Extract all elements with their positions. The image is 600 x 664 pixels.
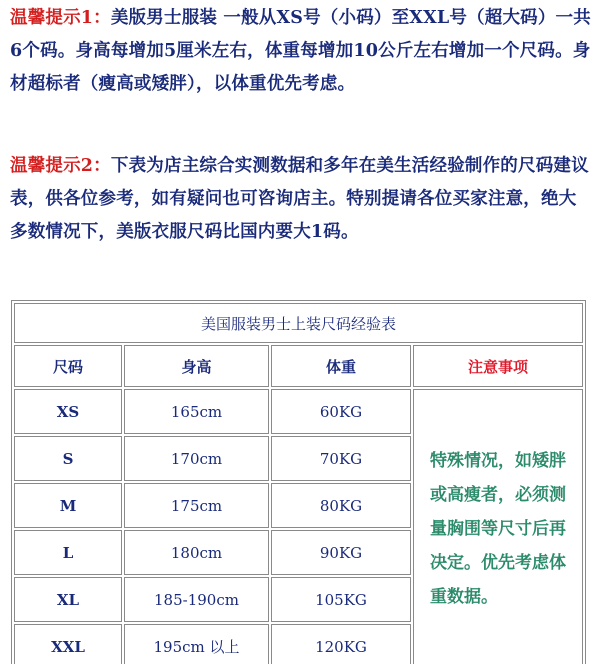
- height-cell: 175cm: [124, 483, 269, 528]
- height-cell: 170cm: [124, 436, 269, 481]
- header-weight: 体重: [271, 345, 411, 387]
- weight-cell: 90KG: [271, 530, 411, 575]
- weight-cell: 80KG: [271, 483, 411, 528]
- weight-cell: 105KG: [271, 577, 411, 622]
- header-size: 尺码: [14, 345, 122, 387]
- size-cell: L: [14, 530, 122, 575]
- weight-cell: 120KG: [271, 624, 411, 664]
- table-header-row: [14, 345, 583, 387]
- height-cell: 180cm: [124, 530, 269, 575]
- tip-text-1: 美版男士服装 一般从XS号（小码）至XXL号（超大码）一共6个码。身高每增加5厘米左右，体重每增加10公斤左右增加一个尺码。身材超标者（瘦高或矮胖），以体重优先考虑。: [10, 8, 591, 94]
- size-cell: M: [14, 483, 122, 528]
- height-cell: 165cm: [124, 389, 269, 434]
- table-row: [14, 389, 583, 434]
- tip-paragraph-1: [10, 2, 592, 101]
- size-cell: XS: [14, 389, 122, 434]
- header-height: 身高: [124, 345, 269, 387]
- height-cell: 195cm 以上: [124, 624, 269, 664]
- tip-paragraph-2: [10, 150, 592, 249]
- size-cell: XL: [14, 577, 122, 622]
- size-chart-table: [11, 300, 586, 664]
- tip-label-2: 温馨提示2：: [10, 156, 111, 176]
- weight-cell: 70KG: [271, 436, 411, 481]
- remark-cell: 特殊情况，如矮胖或高瘦者，必须测量胸围等尺寸后再决定。优先考虑体重数据。: [413, 389, 583, 664]
- header-notice: 注意事项: [413, 345, 583, 387]
- size-cell: XXL: [14, 624, 122, 664]
- tip-label-1: 温馨提示1：: [10, 8, 111, 28]
- table-title: 美国服装男士上装尺码经验表: [14, 303, 583, 343]
- size-cell: S: [14, 436, 122, 481]
- height-cell: 185-190cm: [124, 577, 269, 622]
- weight-cell: 60KG: [271, 389, 411, 434]
- table-title-row: [14, 303, 583, 343]
- tip-text-2: 下表为店主综合实测数据和多年在美生活经验制作的尺码建议表，供各位参考，如有疑问也可咨询店主。特别提请各位买家注意，绝大多数情况下，美版衣服尺码比国内要大1码。: [10, 156, 589, 242]
